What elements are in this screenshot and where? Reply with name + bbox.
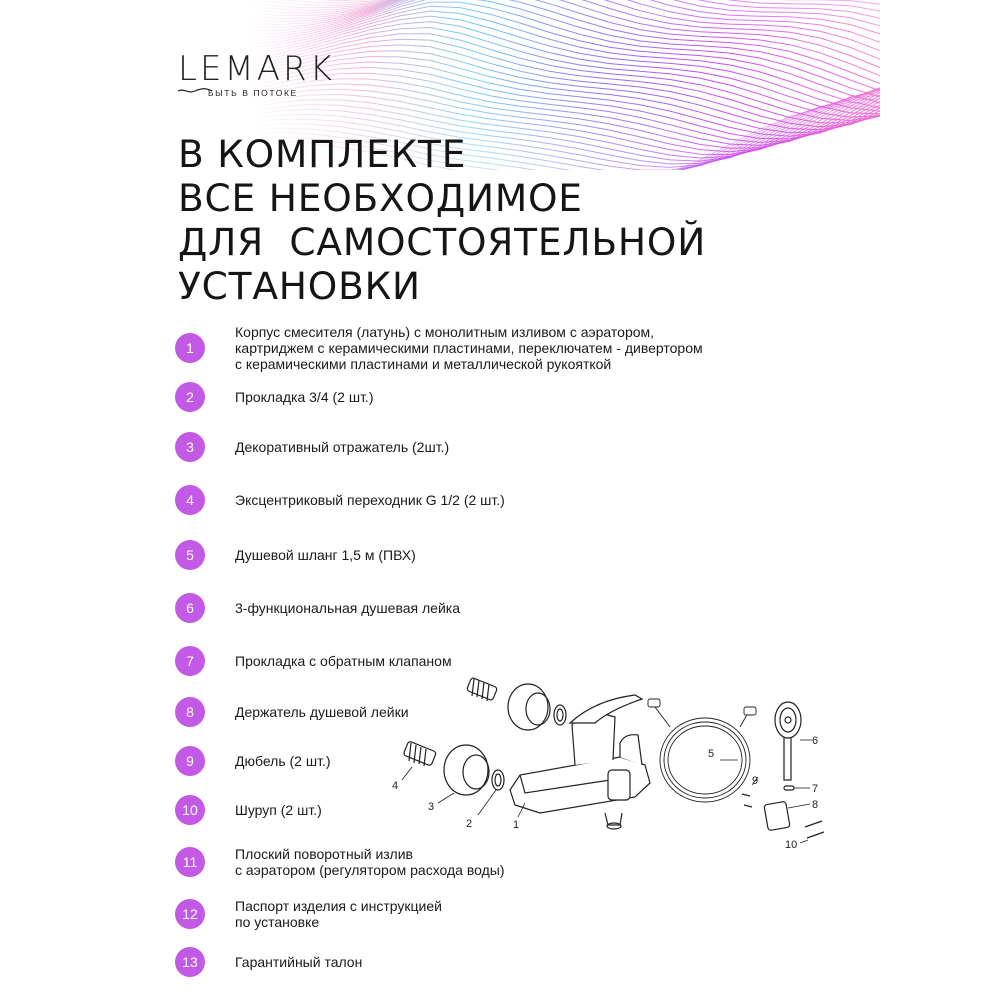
item-number-badge: 2 <box>175 382 205 412</box>
list-item <box>175 898 795 930</box>
item-text: Корпус смесителя (латунь) с монолитным изливом с аэратором, картриджем с керамическими пластинами, переключатем - дивертором с керамическими пластинами и металлической рукояткой <box>235 324 703 372</box>
brand-name: LEMARK <box>178 49 335 89</box>
item-text: Прокладка с обратным клапаном <box>235 653 452 669</box>
item-text: Эксцентриковый переходник G 1/2 (2 шт.) <box>235 492 505 508</box>
diagram-label: 7 <box>812 783 819 795</box>
item-text: Прокладка 3/4 (2 шт.) <box>235 389 374 405</box>
page-title <box>178 132 706 308</box>
item-text: Плоский поворотный излив с аэратором (регулятором расхода воды) <box>235 846 505 878</box>
list-item <box>175 947 795 977</box>
item-text: Шуруп (2 шт.) <box>235 802 322 818</box>
item-number-badge: 4 <box>175 485 205 515</box>
logo-wave-icon <box>178 88 212 94</box>
title-line-1: В КОМПЛЕКТЕ <box>178 132 467 176</box>
item-number-badge: 1 <box>175 333 205 363</box>
item-text: Держатель душевой лейки <box>235 704 409 720</box>
shower-head-icon <box>775 702 801 780</box>
title-line-4: УСТАНОВКИ <box>178 264 421 308</box>
diagram-label: 10 <box>785 839 798 851</box>
item-number-badge: 8 <box>175 697 205 727</box>
item-number-badge: 10 <box>175 795 205 825</box>
item-number-badge: 11 <box>175 847 205 877</box>
title-line-2: ВСЕ НЕОБХОДИМОЕ <box>178 176 583 220</box>
brand-logo <box>178 49 335 98</box>
list-item <box>175 593 795 623</box>
item-text: Гарантийный талон <box>235 954 363 970</box>
item-number-badge: 9 <box>175 746 205 776</box>
diagram-label: 9 <box>752 775 759 787</box>
item-text: 3-функциональная душевая лейка <box>235 600 460 616</box>
kit-exploded-diagram <box>380 665 840 860</box>
item-number-badge: 6 <box>175 593 205 623</box>
item-number-badge: 3 <box>175 432 205 462</box>
item-text: Душевой шланг 1,5 м (ПВХ) <box>235 547 416 563</box>
diagram-label: 4 <box>392 780 399 792</box>
diagram-label: 8 <box>812 799 819 811</box>
shower-hose-icon <box>648 699 759 802</box>
item-number-badge: 13 <box>175 947 205 977</box>
diagram-label: 2 <box>466 818 473 830</box>
diagram-label: 6 <box>812 735 819 747</box>
list-item <box>175 382 795 412</box>
list-item <box>175 324 795 372</box>
item-text: Дюбель (2 шт.) <box>235 753 331 769</box>
brand-tagline: БЫТЬ В ПОТОКЕ <box>208 88 298 98</box>
diagram-label: 3 <box>428 801 435 813</box>
list-item <box>175 432 795 462</box>
list-item <box>175 540 795 570</box>
item-text: Декоративный отражатель (2шт.) <box>235 439 450 455</box>
item-number-badge: 12 <box>175 899 205 929</box>
title-line-3: ДЛЯ САМОСТОЯТЕЛЬНОЙ <box>178 220 707 264</box>
item-number-badge: 7 <box>175 646 205 676</box>
diagram-label: 5 <box>708 748 715 760</box>
diagram-label: 1 <box>513 819 520 831</box>
item-number-badge: 5 <box>175 540 205 570</box>
item-text: Паспорт изделия с инструкцией по установке <box>235 898 442 930</box>
list-item <box>175 485 795 515</box>
